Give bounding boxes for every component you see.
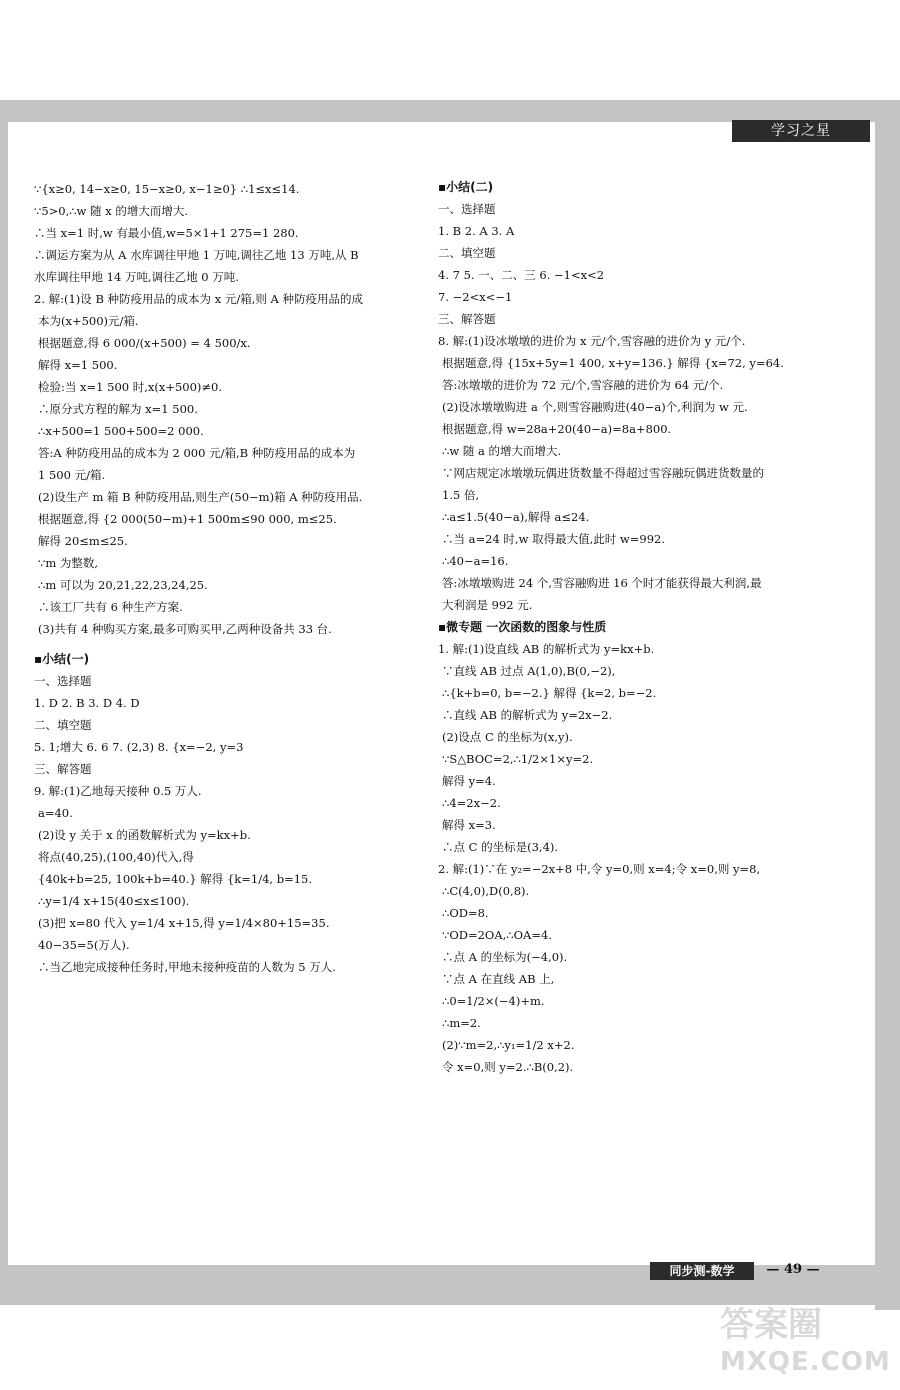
answer-line: 解得 20≤m≤25.: [38, 534, 128, 548]
answer-line: ∴40−a=16.: [442, 554, 509, 568]
answer-line: 1. B 2. A 3. A: [438, 224, 515, 238]
answer-line: 1. 解:(1)设直线 AB 的解析式为 y=kx+b.: [438, 642, 655, 656]
answer-line: ∴直线 AB 的解析式为 y=2x−2.: [442, 708, 613, 722]
answer-line: 根据题意,得 {2 000(50−m)+1 500m≤90 000, m≤25.: [38, 512, 337, 526]
answer-line: ∴m=2.: [442, 1016, 481, 1030]
answer-line: a=40.: [38, 806, 73, 820]
answer-line: 2. 解:(1)∵在 y₂=−2x+8 中,令 y=0,则 x=4;令 x=0,则 y=8,: [438, 862, 761, 876]
answer-line: {40k+b=25, 100k+b=40.} 解得 {k=1/4, b=15.: [38, 872, 312, 886]
answer-line: ∴点 C 的坐标是(3,4).: [442, 840, 559, 854]
answer-line: ∵直线 AB 过点 A(1,0),B(0,−2),: [442, 664, 616, 678]
answer-line: ∴a≤1.5(40−a),解得 a≤24.: [442, 510, 590, 524]
answer-line: (3)把 x=80 代入 y=1/4 x+15,得 y=1/4×80+15=35.: [38, 916, 330, 930]
subsection-heading: 一、选择题: [438, 202, 496, 216]
section-heading: ▪微专题 一次函数的图象与性质: [438, 620, 607, 634]
answer-line: ∴OD=8.: [442, 906, 489, 920]
answer-line: ∴点 A 的坐标为(−4,0).: [442, 950, 568, 964]
answer-line: 解得 y=4.: [442, 774, 496, 788]
answer-line: 4. 7 5. 一、二、三 6. −1<x<2: [438, 268, 605, 282]
answer-line: 水库调往甲地 14 万吨,调往乙地 0 万吨.: [34, 270, 239, 284]
answer-line: ∴x+500=1 500+500=2 000.: [38, 424, 204, 438]
answer-line: ∵OD=2OA,∴OA=4.: [442, 928, 552, 942]
answer-line: 1 500 元/箱.: [38, 468, 106, 482]
answer-line: ∵m 为整数,: [38, 556, 99, 570]
answer-line: 本为(x+500)元/箱.: [38, 314, 139, 328]
answer-line: ∴原分式方程的解为 x=1 500.: [38, 402, 198, 416]
answer-line: ∴m 可以为 20,21,22,23,24,25.: [38, 578, 208, 592]
answer-line: ∴当乙地完成接种任务时,甲地未接种疫苗的人数为 5 万人.: [38, 960, 336, 974]
section-heading: ▪小结(一): [34, 652, 90, 666]
answer-line: 令 x=0,则 y=2.∴B(0,2).: [442, 1060, 574, 1074]
watermark-title: 答案圈: [720, 1305, 822, 1345]
right-column: [438, 176, 838, 1078]
answer-line: ∴该工厂共有 6 种生产方案.: [38, 600, 183, 614]
answer-line: 1. D 2. B 3. D 4. D: [34, 696, 140, 710]
subsection-heading: 二、填空题: [34, 718, 92, 732]
answer-line: ∴{k+b=0, b=−2.} 解得 {k=2, b=−2.: [442, 686, 657, 700]
answer-line: ∵点 A 在直线 AB 上,: [442, 972, 555, 986]
answer-line: ∴调运方案为从 A 水库调往甲地 1 万吨,调往乙地 13 万吨,从 B: [34, 248, 359, 262]
answer-line: ∴C(4,0),D(0,8).: [442, 884, 530, 898]
page-number: — 49 —: [766, 1262, 820, 1277]
answer-line: 1.5 倍,: [442, 488, 480, 502]
section-heading: ▪小结(二): [438, 180, 494, 194]
answer-line: (2)设点 C 的坐标为(x,y).: [442, 730, 573, 744]
answer-line: 7. −2<x<−1: [438, 290, 513, 304]
answer-line: 答:冰墩墩购进 24 个,雪容融购进 16 个时才能获得最大利润,最: [442, 576, 762, 590]
answer-line: (2)设 y 关于 x 的函数解析式为 y=kx+b.: [38, 828, 251, 842]
answer-line: 根据题意,得 w=28a+20(40−a)=8a+800.: [442, 422, 672, 436]
answer-line: 2. 解:(1)设 B 种防疫用品的成本为 x 元/箱,则 A 种防疫用品的成: [34, 292, 363, 306]
subsection-heading: 一、选择题: [34, 674, 92, 688]
answer-line: 检验:当 x=1 500 时,x(x+500)≠0.: [38, 380, 223, 394]
answer-line: 解得 x=1 500.: [38, 358, 118, 372]
answer-line: 根据题意,得 6 000/(x+500) = 4 500/x.: [38, 336, 251, 350]
subsection-heading: 三、解答题: [34, 762, 92, 776]
frame-left: [0, 100, 8, 1305]
frame-right: [875, 100, 900, 1310]
answer-line: (3)共有 4 种购买方案,最多可购买甲,乙两种设备共 33 台.: [38, 622, 332, 636]
answer-line: 大利润是 992 元.: [442, 598, 533, 612]
answer-line: 9. 解:(1)乙地每天接种 0.5 万人.: [34, 784, 202, 798]
answer-line: ∴y=1/4 x+15(40≤x≤100).: [38, 894, 190, 908]
answer-line: ∴4=2x−2.: [442, 796, 501, 810]
answer-line: 解得 x=3.: [442, 818, 496, 832]
subsection-heading: 二、填空题: [438, 246, 496, 260]
answer-line: 8. 解:(1)设冰墩墩的进价为 x 元/个,雪容融的进价为 y 元/个.: [438, 334, 746, 348]
answer-line: ∴w 随 a 的增大而增大.: [442, 444, 562, 458]
answer-line: ∴0=1/2×(−4)+m.: [442, 994, 545, 1008]
footer-label: 同步测-数学: [650, 1262, 754, 1280]
frame-top: [0, 100, 900, 122]
answer-line: ∵{x≥0, 14−x≥0, 15−x≥0, x−1≥0} ∴1≤x≤14.: [34, 182, 300, 196]
answer-line: 5. 1;增大 6. 6 7. (2,3) 8. {x=−2, y=3: [34, 740, 244, 754]
answer-line: ∵S△BOC=2,∴1/2×1×y=2.: [442, 752, 594, 766]
answer-line: 将点(40,25),(100,40)代入,得: [38, 850, 194, 864]
answer-line: 答:冰墩墩的进价为 72 元/个,雪容融的进价为 64 元/个.: [442, 378, 724, 392]
answer-line: (2)∵m=2,∴y₁=1/2 x+2.: [442, 1038, 575, 1052]
watermark: [720, 1305, 895, 1385]
answer-line: (2)设生产 m 箱 B 种防疫用品,则生产(50−m)箱 A 种防疫用品.: [38, 490, 363, 504]
answer-line: 答:A 种防疫用品的成本为 2 000 元/箱,B 种防疫用品的成本为: [38, 446, 356, 460]
brand-label: 学习之星: [732, 120, 870, 142]
answer-line: 根据题意,得 {15x+5y=1 400, x+y=136.} 解得 {x=72, y=64.: [442, 356, 784, 370]
answer-line: 40−35=5(万人).: [38, 938, 130, 952]
answer-line: ∵5>0,∴w 随 x 的增大而增大.: [34, 204, 189, 218]
answer-line: ∴当 a=24 时,w 取得最大值,此时 w=992.: [442, 532, 665, 546]
answer-line: ∴当 x=1 时,w 有最小值,w=5×1+1 275=1 280.: [34, 226, 299, 240]
left-column: [34, 178, 414, 978]
answer-line: ∵网店规定冰墩墩玩偶进货数量不得超过雪容融玩偶进货数量的: [442, 466, 764, 480]
watermark-domain: MXQE.COM: [720, 1347, 891, 1377]
subsection-heading: 三、解答题: [438, 312, 496, 326]
answer-line: (2)设冰墩墩购进 a 个,则雪容融购进(40−a)个,利润为 w 元.: [442, 400, 748, 414]
